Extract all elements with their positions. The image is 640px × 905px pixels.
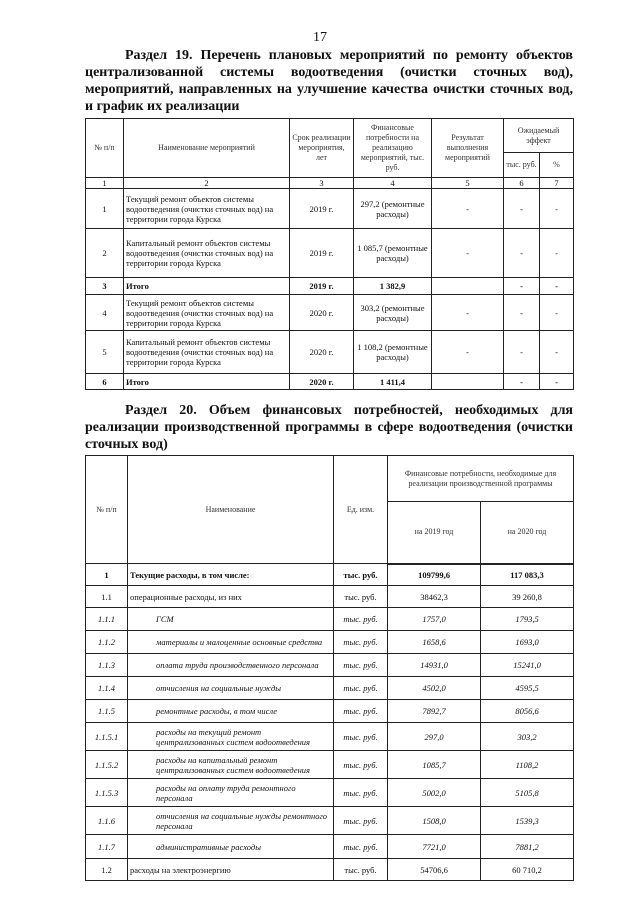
col-result-header: Результат выполнения мероприятий bbox=[432, 119, 504, 178]
table-row: 5 Капитальный ремонт объектов системы водоотведения (очистки сточных вод) на территории города Курска 2020 г. 1 108,2 (ремонтные расходы) - - - bbox=[86, 331, 574, 374]
table-row: 4 Текущий ремонт объектов системы водоотведения (очистки сточных вод) на территории города Курска 2020 г. 303,2 (ремонтные расходы) - - - bbox=[86, 295, 574, 331]
col-num-header: № п/п bbox=[86, 119, 124, 178]
col-finance-header: Финансовые потребности на реализацию мероприятий, тыс. руб. bbox=[354, 119, 432, 178]
col-number: 3 bbox=[290, 178, 354, 189]
table-row: 1 Текущий ремонт объектов системы водоотведения (очистки сточных вод) на территории города Курска 2019 г. 297,2 (ремонтные расходы) - - - bbox=[86, 189, 574, 229]
table-row: 1.1.2 материалы и малоценные основные средства тыс. руб. 1658,6 1693,0 bbox=[86, 631, 574, 654]
table-row: 1.1.5.1 расходы на текущий ремонт централизованных систем водоотведения тыс. руб. 297,0 303,2 bbox=[86, 723, 574, 751]
col-number: 2 bbox=[124, 178, 290, 189]
table-row: 1.1.3 оплата труда производственного персонала тыс. руб. 14931,0 15241,0 bbox=[86, 654, 574, 677]
table-row: 1.1 операционные расходы, из них тыс. руб. 38462,3 39 260,8 bbox=[86, 586, 574, 608]
col-pct-header: % bbox=[540, 153, 574, 178]
col-finance-header: Финансовые потребности, необходимые для реализации производственной программы bbox=[388, 456, 574, 502]
table-row: 1.1.4 отчисления на социальные нужды тыс. руб. 4502,0 4595,5 bbox=[86, 677, 574, 700]
col-unit-header: Ед. изм. bbox=[334, 456, 388, 564]
col-2020-header: на 2020 год bbox=[481, 502, 574, 564]
table-header-row bbox=[86, 119, 574, 153]
table-row: 1.1.5 ремонтные расходы, в том числе тыс. руб. 7892,7 8056,6 bbox=[86, 700, 574, 723]
table-row-total: 6 Итого 2020 г. 1 411,4 - - bbox=[86, 374, 574, 390]
table-row-total: 3 Итого 2019 г. 1 382,9 - - bbox=[86, 278, 574, 295]
col-number: 1 bbox=[86, 178, 124, 189]
table-row: 1.1.5.3 расходы на оплату труда ремонтного персонала тыс. руб. 5002,0 5105,8 bbox=[86, 779, 574, 807]
table-row: 1.1.5.2 расходы на капитальный ремонт централизованных систем водоотведения тыс. руб. 1085,7 1108,2 bbox=[86, 751, 574, 779]
col-number: 6 bbox=[504, 178, 540, 189]
col-effect-header: Ожидаемый эффект bbox=[504, 119, 574, 153]
col-number: 4 bbox=[354, 178, 432, 189]
col-2019-header: на 2019 год bbox=[388, 502, 481, 564]
table-row: 2 Капитальный ремонт объектов системы водоотведения (очистки сточных вод) на территории города Курска 2019 г. 1 085,7 (ремонтные расходы) - - - bbox=[86, 229, 574, 278]
section-19-title: Раздел 19. Перечень плановых мероприятий по ремонту объектов централизованной системы водоотведения (очистки сточных вод), мероприятий, направленных на улучшение качества очистки сточных вод, и график их реализации bbox=[85, 48, 573, 114]
col-num-header: № п/п bbox=[86, 456, 128, 564]
col-rub-header: тыс. руб. bbox=[504, 153, 540, 178]
col-term-header: Срок реализации мероприятия, лет bbox=[290, 119, 354, 178]
section-20-title: Раздел 20. Объем финансовых потребностей, необходимых для реализации производственной программы в сфере водоотведения (очистки сточных вод) bbox=[85, 403, 573, 452]
col-number: 7 bbox=[540, 178, 574, 189]
table-row: 1.1.6 отчисления на социальные нужды ремонтного персонала тыс. руб. 1508,0 1539,3 bbox=[86, 807, 574, 835]
table-row: 1 Текущие расходы, в том числе: тыс. руб. 109799,6 117 083,3 bbox=[86, 564, 574, 586]
table-row: 1.1.7 административные расходы тыс. руб. 7721,0 7881,2 bbox=[86, 835, 574, 859]
section-20-table bbox=[85, 455, 574, 881]
table-header-row bbox=[86, 456, 574, 502]
table-row: 1.2 расходы на электроэнергию тыс. руб. 54706,6 60 710,2 bbox=[86, 859, 574, 881]
column-numbers-row bbox=[86, 178, 574, 189]
page-number: 17 bbox=[313, 30, 327, 45]
table-row: 1.1.1 ГСМ тыс. руб. 1757,0 1793,5 bbox=[86, 608, 574, 631]
section-19-table bbox=[85, 118, 574, 390]
col-number: 5 bbox=[432, 178, 504, 189]
col-name-header: Наименование bbox=[128, 456, 334, 564]
col-name-header: Наименование мероприятий bbox=[124, 119, 290, 178]
